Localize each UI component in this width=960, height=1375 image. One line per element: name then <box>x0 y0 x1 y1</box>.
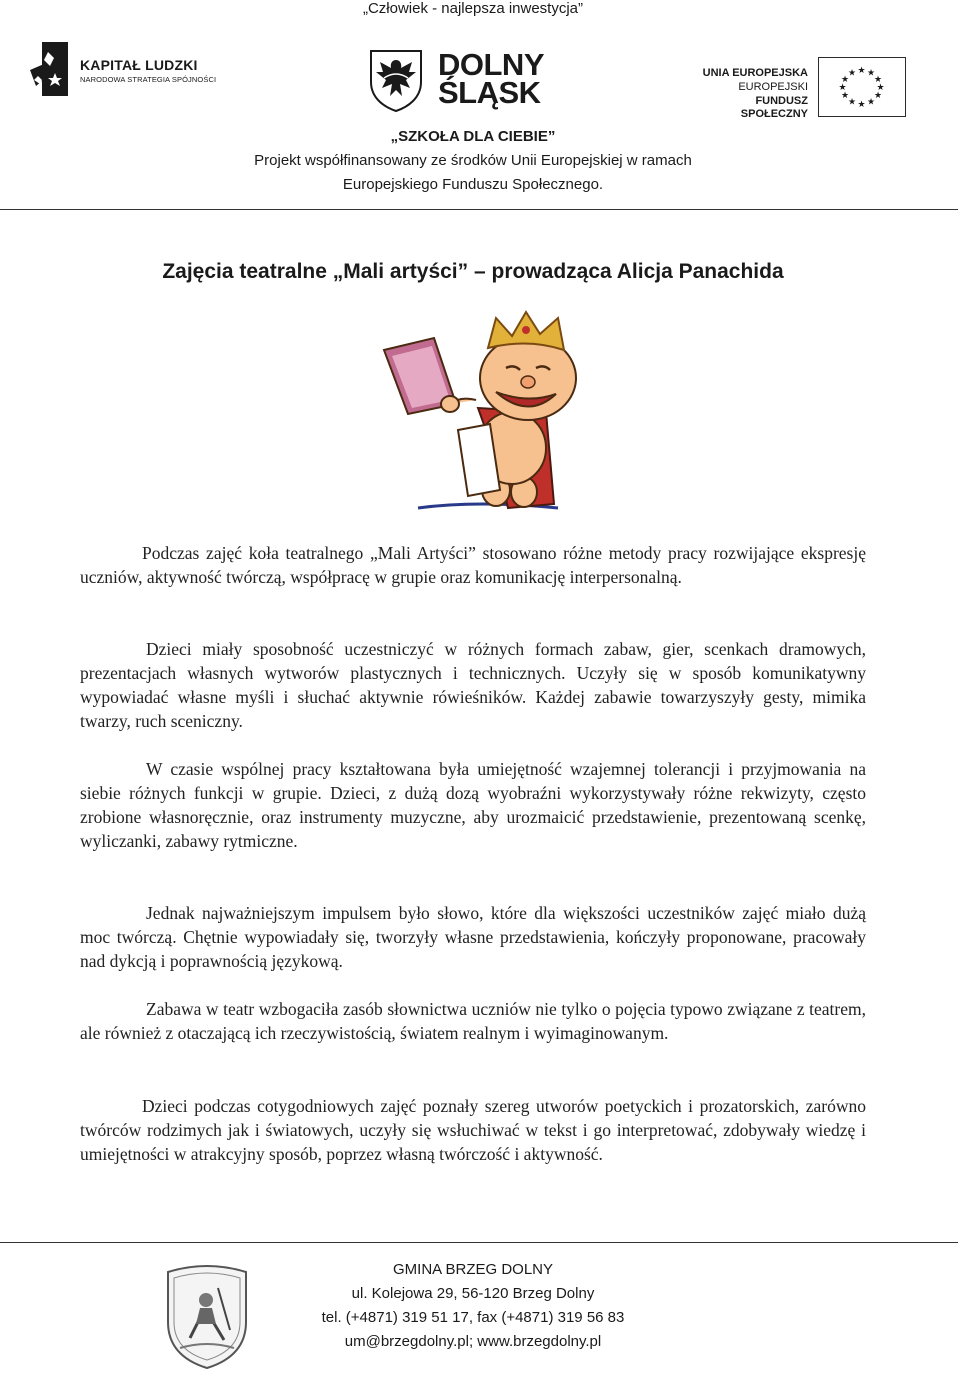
svg-text:★: ★ <box>857 100 866 110</box>
eu-line-1: UNIA EUROPEJSKA <box>702 67 808 79</box>
project-line-3: Europejskiego Funduszu Społecznego. <box>342 176 604 193</box>
paragraph-5 <box>80 997 866 1045</box>
paragraph-6-text: Dzieci podczas cotygodniowych zajęć poznały szereg utworów poetyckich i prozatorskich, zarówno twórców rodzimych jak i światowych, uczyły się wsłuchiwać w tekst i go interpretować, zdobywały wiedzę i umiejętności w atrakcyjny sposób, poprzez własną twórczość i aktywność. <box>80 1096 866 1164</box>
cartoon-king-reading-icon <box>378 308 593 518</box>
svg-text:★: ★ <box>876 83 885 93</box>
king-child-illustration <box>378 308 593 518</box>
paragraph-4 <box>80 901 866 973</box>
kapital-ludzki-subtitle: NARODOWA STRATEGIA SPÓJNOŚCI <box>80 75 217 84</box>
header-divider <box>0 209 958 210</box>
project-name: „SZKOŁA DLA CIEBIE” <box>390 128 556 145</box>
svg-text:★: ★ <box>873 91 883 101</box>
svg-text:★: ★ <box>847 97 857 108</box>
eu-logo <box>688 57 908 119</box>
slask-word: ŚLĄSK <box>438 75 541 110</box>
svg-text:★: ★ <box>840 91 850 101</box>
kapital-ludzki-emblem-icon <box>28 40 74 98</box>
footer-divider <box>0 1242 958 1243</box>
paragraph-6 <box>80 1094 866 1166</box>
page-title: Zajęcia teatralne „Mali artyści” – prowadząca Alicja Panachida <box>162 260 784 283</box>
svg-text:★: ★ <box>840 75 850 85</box>
svg-text:★: ★ <box>866 97 876 108</box>
eagle-shield-icon <box>368 48 424 112</box>
footer-address: ul. Kolejowa 29, 56-120 Brzeg Dolny <box>351 1285 595 1302</box>
eu-line-2: EUROPEJSKI <box>738 81 808 93</box>
svg-text:★: ★ <box>866 68 876 79</box>
svg-text:★: ★ <box>847 68 857 79</box>
kapital-ludzki-logo <box>28 40 218 98</box>
paragraph-4-text: Jednak najważniejszym impulsem było słowo, które dla większości uczestników zajęć miało dużą moc twórczą. Chętnie wypowiadały się, tworzyły własne przedstawienia, kończyły proponowane, pracowały nad dykcją i poprawnością językową. <box>80 903 866 971</box>
svg-text:★: ★ <box>838 83 847 93</box>
paragraph-3 <box>80 757 866 853</box>
paragraph-5-text: Zabawa w teatr wzbogaciła zasób słownictwa uczniów nie tylko o pojęcia typowo związane z teatrem, ale również z otaczającą ich rzeczywistością, światem realnym i wyimaginowanym. <box>80 999 866 1043</box>
eu-line-3: FUNDUSZ SPOŁECZNY <box>740 95 808 120</box>
dolny-word: DOLNY <box>438 47 544 82</box>
paragraph-1-text: Podczas zajęć koła teatralnego „Mali Artyści” stosowano różne metody pracy rozwijające ekspresję uczniów, aktywność twórczą, współpracę w grupie oraz komunikację interpersonalną. <box>80 543 866 587</box>
svg-text:★: ★ <box>873 75 883 85</box>
paragraph-1 <box>80 541 866 589</box>
kapital-ludzki-title: KAPITAŁ LUDZKI <box>80 57 198 73</box>
motto: „Człowiek - najlepsza inwestycja” <box>362 0 584 17</box>
dolny-slask-logo <box>368 48 568 114</box>
footer-contact: um@brzegdolny.pl; www.brzegdolny.pl <box>344 1333 602 1350</box>
footer-org: GMINA BRZEG DOLNY <box>392 1261 554 1278</box>
svg-text:★: ★ <box>857 66 866 76</box>
eu-flag-icon <box>818 57 906 117</box>
project-line-2: Projekt współfinansowany ze środków Unii Europejskiej w ramach <box>254 152 692 169</box>
paragraph-3-text: W czasie wspólnej pracy kształtowana była umiejętność wzajemnej tolerancji i przyjmowania na siebie różnych funkcji w grupie. Dzieci, z dużą dozą wyobraźni wykorzystywały różne rekwizyty, często zrobione własnoręcznie, oraz instrumenty muzyczne, aby urozmaicić przedstawienie, prezentowaną scenkę, wyliczanki, zabawy rytmiczne. <box>80 759 866 851</box>
footer-phone: tel. (+4871) 319 51 17, fax (+4871) 319 56 83 <box>321 1309 625 1326</box>
paragraph-2-text: Dzieci miały sposobność uczestniczyć w różnych formach zabaw, gier, scenkach dramowych, prezentacjach własnych wytworów plastycznych i technicznych. Uczyły się w sposób komunikatywny wypowiadać własne myśli i słuchać aktywnie rówieśników. Każdej zabawie towarzyszyły gesty, mimika twarzy, ruch sceniczny. <box>80 639 866 731</box>
paragraph-2 <box>80 637 866 733</box>
